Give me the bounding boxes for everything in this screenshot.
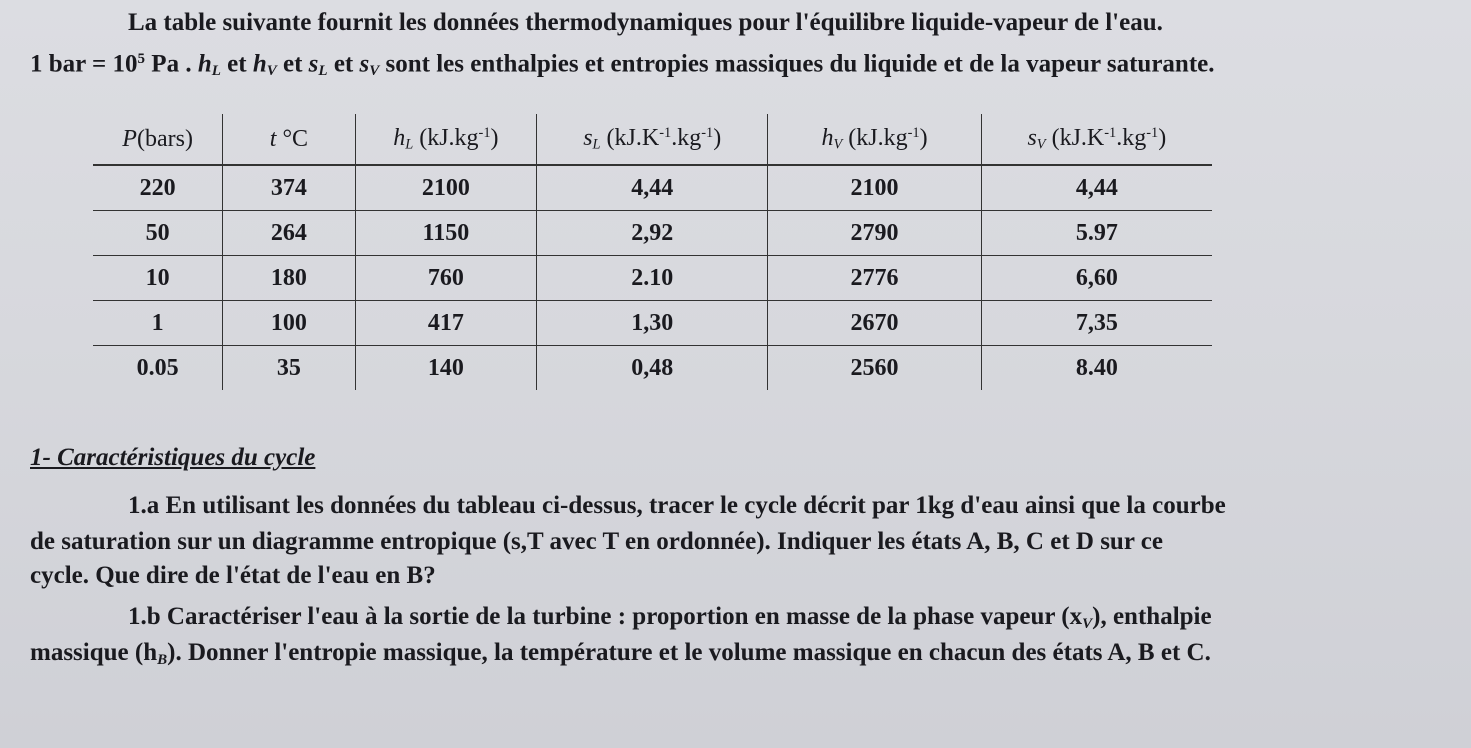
header-hL: $h_L$ $(kJ.kg^{-1})$ — [355, 114, 536, 165]
cell-hL: 417 — [355, 301, 536, 346]
cell-sV: 4,44 — [981, 165, 1212, 211]
table-row — [93, 346, 1212, 391]
table-row — [93, 211, 1212, 256]
cell-temperature: 35 — [223, 346, 355, 391]
header-sV: $s_V$ $(kJ.K^{-1}.kg^{-1})$ — [981, 114, 1212, 165]
question-1b-line-1 — [128, 602, 1212, 639]
question-1b-line-2-end: ). Donner l'entropie massique, la température et le volume massique en chacun des états A, B et C. — [167, 639, 1211, 666]
cell-sV: 7,35 — [981, 301, 1212, 346]
intro-line-1: La table suivante fournit les données thermodynamiques pour l'équilibre liquide-vapeur de l'eau. — [128, 9, 1163, 36]
table-header-row — [93, 114, 1212, 165]
cell-hV: 2776 — [768, 256, 981, 301]
sL-symbol: s — [308, 50, 319, 78]
hV-subscript: V — [266, 63, 277, 79]
cell-sV: 5.97 — [981, 211, 1212, 256]
bar-exponent: 5 — [137, 51, 146, 67]
cell-hV: 2560 — [768, 346, 981, 391]
cell-hV: 2790 — [768, 211, 981, 256]
cell-temperature: 374 — [223, 165, 355, 211]
cell-sL: 2,92 — [537, 211, 768, 256]
cell-hV: 2670 — [768, 301, 981, 346]
cell-temperature: 180 — [223, 256, 355, 301]
sL-subscript: L — [318, 63, 328, 79]
cell-hL: 1150 — [355, 211, 536, 256]
header-sL: $s_L$ $(kJ.K^{-1}.kg^{-1})$ — [537, 114, 768, 165]
bar-definition: 1 bar = 10 — [30, 50, 138, 78]
intro-line-2 — [30, 44, 1215, 86]
hL-subscript: L — [211, 63, 221, 79]
hB-subscript: B — [157, 651, 168, 668]
definition-text: sont les enthalpies et entropies massiques du liquide et de la vapeur saturante. — [379, 50, 1215, 78]
cell-hL: 2100 — [355, 165, 536, 211]
hV-symbol: h — [252, 50, 267, 78]
question-1a-line-2: de saturation sur un diagramme entropique (s,T avec T en ordonnée). Indiquer les états A, B, C et D sur ce — [30, 528, 1163, 555]
question-1a-line-1: 1.a En utilisant les données du tableau ci-dessus, tracer le cycle décrit par 1kg d'eau ainsi que la courbe — [128, 492, 1226, 519]
hL-symbol: h — [197, 50, 212, 78]
cell-hL: 760 — [355, 256, 536, 301]
header-temperature: t °C — [223, 114, 355, 165]
section-title: 1- Caractéristiques du cycle — [30, 444, 316, 471]
question-1b-text-end: ), enthalpie — [1092, 603, 1212, 630]
cell-sV: 6,60 — [981, 256, 1212, 301]
cell-temperature: 264 — [223, 211, 355, 256]
cell-pressure: 1 — [93, 301, 223, 346]
xV-subscript: V — [1082, 615, 1093, 632]
question-1b-line-2-start: massique (h — [30, 639, 158, 666]
cell-sL: 2.10 — [537, 256, 768, 301]
table-row — [93, 301, 1212, 346]
cell-pressure: 50 — [93, 211, 223, 256]
conjunction-3: et — [327, 50, 360, 78]
sV-symbol: s — [359, 50, 370, 78]
cell-pressure: 10 — [93, 256, 223, 301]
cell-sL: 1,30 — [537, 301, 768, 346]
cell-pressure: 0.05 — [93, 346, 223, 391]
cell-hV: 2100 — [768, 165, 981, 211]
cell-temperature: 100 — [223, 301, 355, 346]
cell-hL: 140 — [355, 346, 536, 391]
cell-pressure: 220 — [139, 174, 176, 201]
sV-subscript: V — [369, 63, 380, 79]
conjunction-2: et — [276, 50, 309, 78]
table-row — [93, 256, 1212, 301]
question-1b-text: 1.b Caractériser l'eau à la sortie de la turbine : proportion en masse de la phase vapeur (x — [128, 603, 1083, 630]
question-1b-line-2 — [30, 638, 1211, 675]
header-hV: $h_V$ $(kJ.kg^{-1})$ — [768, 114, 981, 165]
cell-sL: 4,44 — [537, 165, 768, 211]
cell-sV: 8.40 — [981, 346, 1212, 391]
header-pressure: P(bars) — [93, 114, 223, 165]
thermo-data-table — [93, 114, 1212, 390]
question-1a-line-3: cycle. Que dire de l'état de l'eau en B? — [30, 562, 436, 589]
table-row — [93, 165, 1212, 211]
pascal-unit: Pa . — [145, 50, 198, 78]
cell-sL: 0,48 — [537, 346, 768, 391]
conjunction-1: et — [220, 50, 253, 78]
